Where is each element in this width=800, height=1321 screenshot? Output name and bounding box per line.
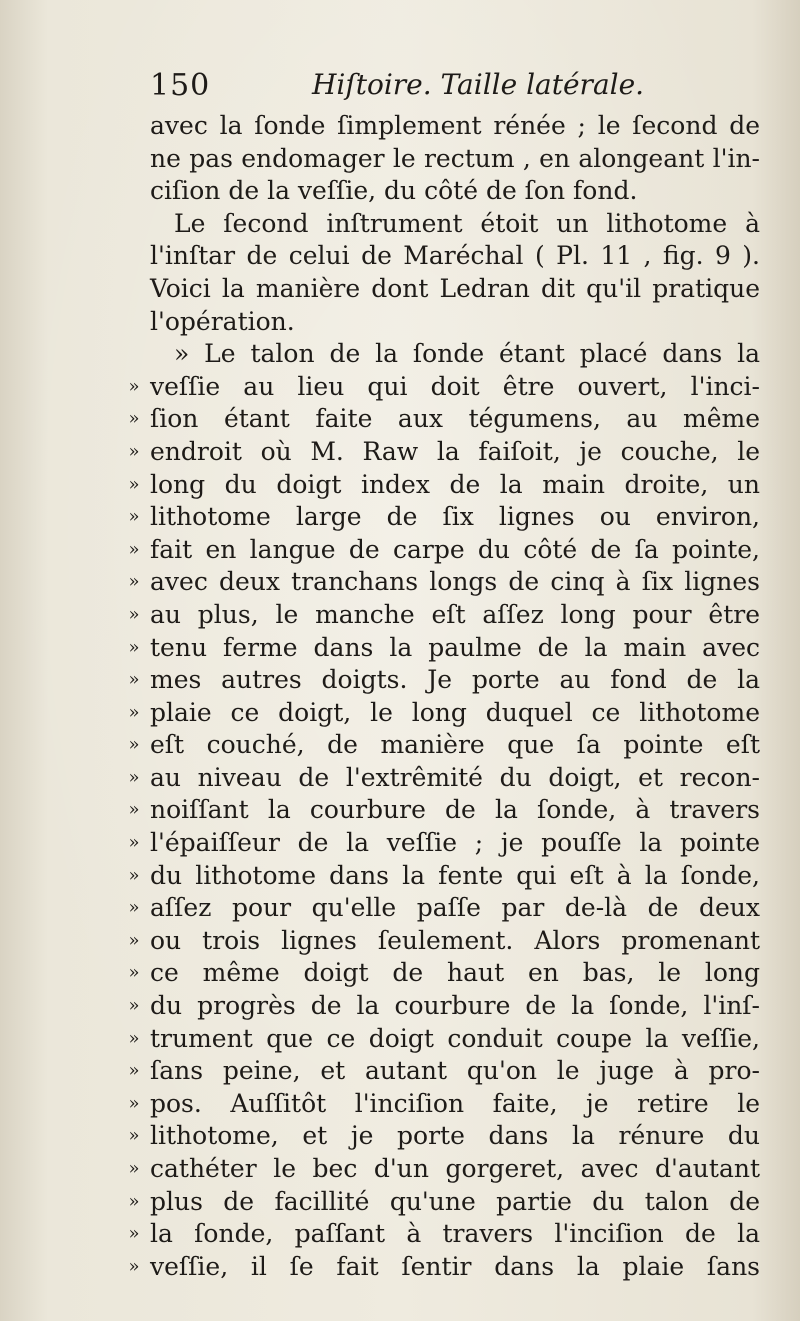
- quote-mark: »: [128, 929, 140, 951]
- text-line: [128, 371, 760, 404]
- quote-mark: »: [128, 962, 140, 984]
- line-text: ſans peine, et autant qu'on le juge à pro-: [150, 1056, 760, 1086]
- quote-mark: »: [128, 1092, 140, 1114]
- text-line: [128, 1218, 760, 1251]
- text-line: [128, 957, 760, 990]
- text-line: [150, 208, 760, 241]
- text-line: [128, 892, 760, 925]
- text-line: [128, 664, 760, 697]
- text-line: [150, 240, 760, 273]
- text-line: [150, 143, 760, 176]
- text-line: [128, 990, 760, 1023]
- quote-mark: »: [128, 408, 140, 430]
- quote-mark: »: [128, 799, 140, 821]
- running-title: Hiſtoire. Taille latérale.: [312, 68, 645, 101]
- text-line: [128, 925, 760, 958]
- page-header: [150, 68, 790, 108]
- line-text: plaie ce doigt, le long duquel ce lithotome: [150, 697, 760, 727]
- line-text: ou trois lignes ſeulement. Alors promenant: [150, 925, 760, 955]
- line-text: l'inſtar de celui de Maréchal ( Pl. 11 , fig. 9 ).: [150, 241, 760, 271]
- quote-mark: »: [128, 636, 140, 658]
- line-text: pos. Auſſitôt l'inciſion faite, je retire le: [150, 1088, 760, 1118]
- line-text: du lithotome dans la fente qui eſt à la ſonde,: [150, 860, 760, 890]
- quote-mark: »: [128, 1190, 140, 1212]
- quote-mark: »: [128, 473, 140, 495]
- line-text: du progrès de la courbure de la ſonde, l'inſ-: [150, 991, 760, 1021]
- line-text: la ſonde, paſſant à travers l'inciſion de la: [150, 1219, 760, 1249]
- line-text: cathéter le bec d'un gorgeret, avec d'autant: [150, 1154, 760, 1183]
- text-line: [128, 436, 760, 469]
- line-text: eſt couché, de manière que ſa pointe eſt: [150, 730, 760, 760]
- text-line: [128, 827, 760, 860]
- line-text: veſſie, il ſe fait ſentir dans la plaie ſans: [150, 1251, 760, 1281]
- text-line: [128, 697, 760, 730]
- quote-mark: »: [128, 1255, 140, 1277]
- quote-mark: »: [128, 897, 140, 919]
- quote-mark: »: [128, 440, 140, 462]
- text-line: [128, 534, 760, 567]
- line-text: noiſſant la courbure de la ſonde, à travers: [150, 795, 760, 825]
- text-line: [128, 1120, 760, 1153]
- line-text: ce même doigt de haut en bas, le long: [150, 958, 760, 988]
- quote-mark: »: [128, 1125, 140, 1147]
- quote-mark: »: [128, 832, 140, 854]
- line-text: Voici la manière dont Ledran dit qu'il pratique: [150, 273, 760, 303]
- text-line: [128, 501, 760, 534]
- text-line: [150, 338, 760, 371]
- text-line: [128, 1055, 760, 1088]
- line-text: au niveau de l'extrêmité du doigt, et recon-: [150, 762, 760, 792]
- text-line: [128, 566, 760, 599]
- line-text: ſion étant faite aux tégumens, au même: [150, 404, 760, 434]
- line-text: trument que ce doigt conduit coupe la veſſie,: [150, 1023, 760, 1053]
- quote-mark: »: [128, 995, 140, 1017]
- quote-mark: »: [128, 571, 140, 593]
- quote-mark: »: [128, 766, 140, 788]
- text-line: [150, 273, 760, 306]
- line-text: au plus, le manche eſt aſſez long pour être: [150, 599, 760, 629]
- quote-mark: »: [128, 1027, 140, 1049]
- line-text: avec la ſonde ſimplement rénée ; le ſecond de: [150, 111, 760, 140]
- text-line: [128, 1023, 760, 1056]
- line-text: veſſie au lieu qui doit être ouvert, l'inci-: [150, 371, 760, 401]
- quote-mark: »: [128, 603, 140, 625]
- line-text: endroit où M. Raw la faiſoit, je couche, le: [150, 436, 760, 466]
- page-number: 150: [150, 68, 211, 103]
- line-text: mes autres doigts. Je porte au fond de la: [150, 665, 760, 695]
- text-line: [150, 110, 760, 143]
- body-text: [128, 110, 760, 1283]
- quote-mark: »: [128, 701, 140, 723]
- line-text: » Le talon de la ſonde étant placé dans la: [174, 339, 760, 369]
- text-line: [128, 469, 760, 502]
- text-line: [128, 762, 760, 795]
- line-text: avec deux tranchans longs de cinq à ſix lignes: [150, 567, 760, 597]
- text-line: [128, 1153, 760, 1186]
- line-text: long du doigt index de la main droite, un: [150, 469, 760, 499]
- quote-mark: »: [128, 734, 140, 756]
- text-line: [128, 729, 760, 762]
- line-text: ciſion de la veſſie, du côté de ſon fond.: [150, 176, 638, 206]
- line-text: lithotome large de ſix lignes ou environ,: [150, 502, 760, 532]
- line-text: aſſez pour qu'elle paſſe par de-là de deux: [150, 893, 760, 923]
- line-text: fait en langue de carpe du côté de ſa pointe,: [150, 534, 760, 564]
- line-text: l'opération.: [150, 306, 295, 336]
- quote-mark: »: [128, 506, 140, 528]
- text-line: [150, 175, 760, 208]
- text-line: [150, 306, 760, 339]
- quote-mark: »: [128, 1223, 140, 1245]
- quote-mark: »: [128, 1158, 140, 1179]
- quote-mark: »: [128, 538, 140, 560]
- text-line: [128, 1186, 760, 1219]
- quote-mark: »: [128, 1060, 140, 1082]
- quote-mark: »: [128, 864, 140, 886]
- quote-mark: »: [128, 669, 140, 691]
- line-text: plus de facillité qu'une partie du talon de: [150, 1186, 760, 1216]
- line-text: ne pas endomager le rectum , en alongeant l'in-: [150, 143, 760, 173]
- text-line: [128, 1088, 760, 1121]
- text-line: [128, 599, 760, 632]
- line-text: lithotome, et je porte dans la rénure du: [150, 1121, 760, 1151]
- line-text: tenu ferme dans la paulme de la main avec: [150, 632, 760, 662]
- line-text: Le ſecond inſtrument étoit un lithotome à: [174, 208, 760, 238]
- text-line: [128, 794, 760, 827]
- text-line: [128, 403, 760, 436]
- line-text: l'épaiſſeur de la veſſie ; je pouſſe la pointe: [150, 828, 760, 858]
- quote-mark: »: [128, 375, 140, 397]
- text-line: [128, 1251, 760, 1284]
- text-line: [128, 632, 760, 665]
- text-line: [128, 860, 760, 893]
